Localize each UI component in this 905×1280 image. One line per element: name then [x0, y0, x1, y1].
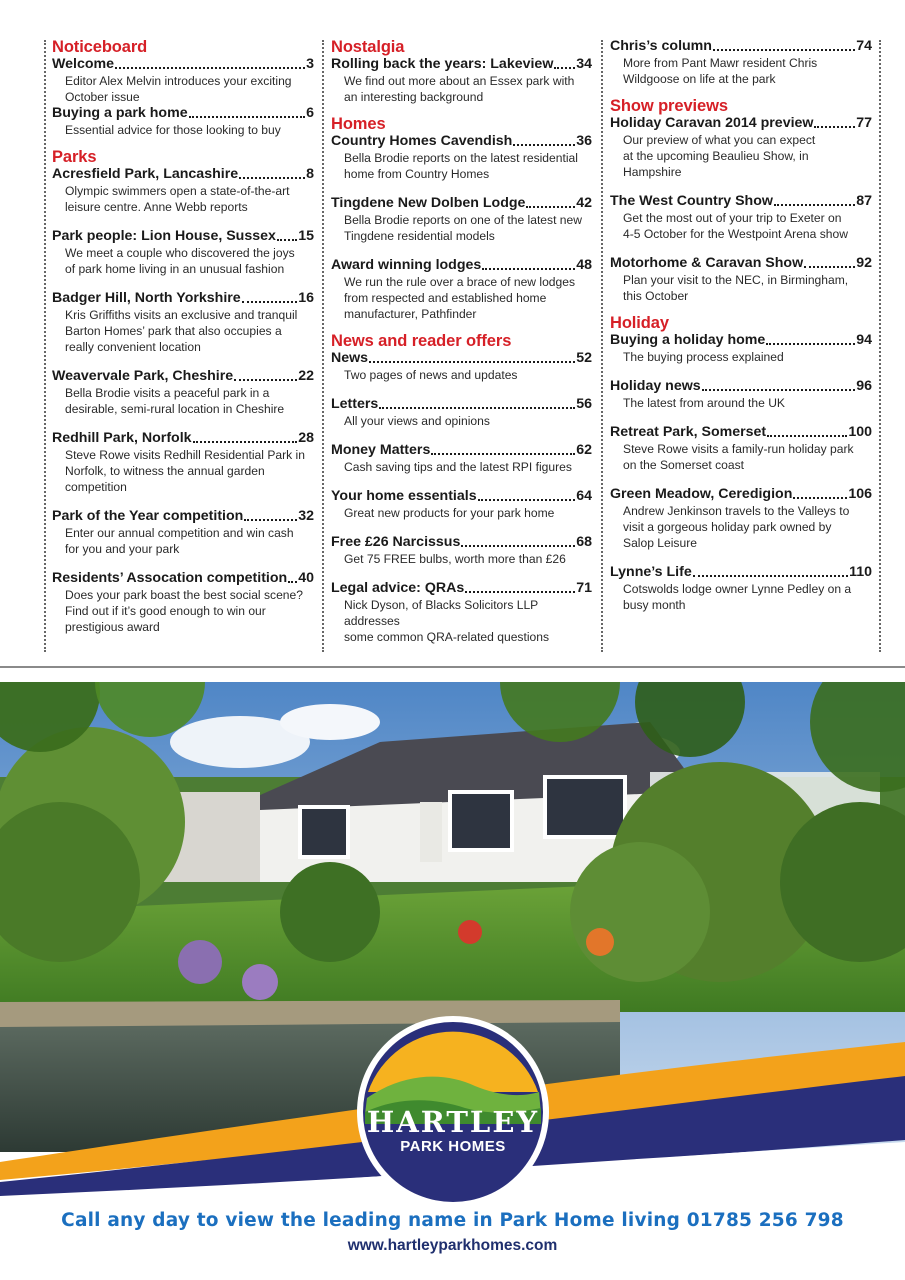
- description-line: Hampshire: [623, 165, 682, 179]
- page-number: 74: [856, 38, 872, 54]
- entry-description: [610, 395, 872, 411]
- description-line: Norfolk, to witness the annual garden: [65, 464, 265, 478]
- contents-entry[interactable]: [610, 38, 872, 87]
- entry-title-text: Park of the Year competition: [52, 508, 244, 524]
- leader-dots: [526, 205, 575, 208]
- entry-title-text: Weavervale Park, Cheshire: [52, 368, 234, 384]
- column-divider: [879, 40, 881, 652]
- page-number: 22: [298, 368, 314, 384]
- entry-title-text: Chris’s column: [610, 38, 712, 54]
- description-line: this October: [623, 289, 689, 303]
- leader-dots: [288, 580, 297, 583]
- entry-title-text: Free £26 Narcissus: [331, 534, 461, 550]
- contents-entry[interactable]: [331, 534, 592, 567]
- contents-entry[interactable]: [52, 166, 314, 215]
- entry-description: [331, 212, 592, 244]
- entry-title[interactable]: [331, 56, 592, 73]
- entry-title-text: Residents’ Assocation competition: [52, 570, 288, 586]
- entry-title[interactable]: [331, 534, 592, 551]
- description-line: Essential advice for those looking to buy: [65, 123, 281, 137]
- description-line: Editor Alex Melvin introduces your exciting: [65, 74, 292, 88]
- description-line: We meet a couple who discovered the joys: [65, 246, 295, 260]
- contents-entry[interactable]: [52, 290, 314, 355]
- page-number: 56: [576, 396, 592, 412]
- page-number: 34: [576, 56, 592, 72]
- entry-title-text: Motorhome & Caravan Show: [610, 255, 804, 271]
- entry-description: [52, 183, 314, 215]
- description-line: Kris Griffiths visits an exclusive and tranquil: [65, 308, 298, 322]
- leader-dots: [767, 434, 847, 437]
- description-line: leisure centre. Anne Webb reports: [65, 200, 248, 214]
- entry-title[interactable]: [610, 378, 872, 395]
- column-divider: [601, 40, 603, 652]
- section-title: Parks: [52, 148, 97, 166]
- entry-description: [610, 441, 872, 473]
- entry-title-text: Acresfield Park, Lancashire: [52, 166, 239, 182]
- entry-title[interactable]: [610, 115, 872, 132]
- page-number: 68: [576, 534, 592, 550]
- contents-entry[interactable]: [331, 488, 592, 521]
- description-line: More from Pant Mawr resident Chris: [623, 56, 818, 70]
- entry-title-text: Green Meadow, Ceredigion: [610, 486, 793, 502]
- page-number: 3: [306, 56, 314, 72]
- description-line: We run the rule over a brace of new lodges: [344, 275, 576, 289]
- contents-entry[interactable]: [52, 570, 314, 635]
- entry-title[interactable]: [331, 195, 592, 212]
- contents-entry[interactable]: [52, 228, 314, 277]
- description-line: Plan your visit to the NEC, in Birmingham,: [623, 273, 849, 287]
- entry-description: [331, 505, 592, 521]
- section-title: Noticeboard: [52, 38, 148, 56]
- entry-title[interactable]: [610, 486, 872, 503]
- entry-title-text: News: [331, 350, 369, 366]
- description-line: Get 75 FREE bulbs, worth more than £26: [344, 552, 566, 566]
- brand-subtitle: PARK HOMES: [400, 1138, 506, 1155]
- page-number: 94: [856, 332, 872, 348]
- entry-description: [331, 597, 592, 645]
- entry-description: [610, 55, 872, 87]
- entry-description: [610, 503, 872, 551]
- entry-title-text: Country Homes Cavendish: [331, 133, 513, 149]
- description-line: an interesting background: [344, 90, 484, 104]
- page-number: 77: [856, 115, 872, 131]
- leader-dots: [234, 378, 297, 381]
- leader-dots: [554, 66, 575, 69]
- description-line: Get the most out of your trip to Exeter on: [623, 211, 842, 225]
- entry-description: [331, 73, 592, 105]
- entry-title[interactable]: [610, 255, 872, 272]
- entry-title[interactable]: [52, 368, 314, 385]
- entry-description: [52, 73, 314, 105]
- entry-title[interactable]: [52, 166, 314, 183]
- entry-description: [52, 307, 314, 355]
- description-line: home from Country Homes: [344, 167, 490, 181]
- entry-title[interactable]: [52, 105, 314, 122]
- description-line: Nick Dyson, of Blacks Solicitors LLP addresses: [344, 598, 539, 628]
- entry-description: [52, 525, 314, 557]
- description-line: All your views and opinions: [344, 414, 490, 428]
- entry-title-text: Rolling back the years: Lakeview: [331, 56, 554, 72]
- page-number: 62: [576, 442, 592, 458]
- description-line: visit a gorgeous holiday park owned by: [623, 520, 832, 534]
- page-number: 110: [849, 564, 872, 580]
- entry-title[interactable]: [52, 430, 314, 447]
- entry-description: [331, 150, 592, 182]
- entry-description: [610, 210, 872, 242]
- entry-title[interactable]: [52, 290, 314, 307]
- leader-dots: [814, 125, 855, 128]
- description-line: busy month: [623, 598, 686, 612]
- entry-description: [610, 272, 872, 304]
- entry-title-text: Legal advice: QRAs: [331, 580, 465, 596]
- leader-dots: [277, 238, 297, 241]
- entry-title-text: Lynne’s Life: [610, 564, 692, 580]
- page-number: 96: [856, 378, 872, 394]
- description-line: Andrew Jenkinson travels to the Valleys to: [623, 504, 850, 518]
- contents-entry[interactable]: [52, 368, 314, 417]
- page-number: 52: [576, 350, 592, 366]
- entry-title-text: Buying a park home: [52, 105, 188, 121]
- leader-dots: [465, 590, 575, 593]
- page-number: 6: [306, 105, 314, 121]
- leader-dots: [242, 300, 298, 303]
- page-number: 87: [856, 193, 872, 209]
- page-number: 100: [848, 424, 872, 440]
- leader-dots: [804, 265, 855, 268]
- description-line: We find out more about an Essex park with: [344, 74, 575, 88]
- entry-description: [52, 385, 314, 417]
- description-line: Find out if it’s good enough to win our: [65, 604, 266, 618]
- description-line: Steve Rowe visits Redhill Residential Park in: [65, 448, 305, 462]
- entry-title[interactable]: [331, 350, 592, 367]
- contents-entry[interactable]: [52, 430, 314, 495]
- entry-title[interactable]: [610, 564, 872, 581]
- contents-entry[interactable]: [610, 115, 872, 180]
- entry-title-text: Award winning lodges: [331, 257, 482, 273]
- entry-title-text: Welcome: [52, 56, 115, 72]
- entry-title-text: Retreat Park, Somerset: [610, 424, 767, 440]
- entry-title[interactable]: [331, 133, 592, 150]
- description-line: Steve Rowe visits a family-run holiday park: [623, 442, 854, 456]
- description-line: Cash saving tips and the latest RPI figures: [344, 460, 572, 474]
- leader-dots: [766, 342, 855, 345]
- entry-title-text: Money Matters: [331, 442, 431, 458]
- description-line: prestigious award: [65, 620, 160, 634]
- description-line: Wildgoose on life at the park: [623, 72, 776, 86]
- page-number: 64: [576, 488, 592, 504]
- entry-title-text: Tingdene New Dolben Lodge: [331, 195, 526, 211]
- contents-entry[interactable]: [331, 257, 592, 322]
- horizontal-divider: [0, 666, 905, 668]
- contents-entry[interactable]: [331, 580, 592, 645]
- page-number: 15: [298, 228, 314, 244]
- leader-dots: [478, 498, 576, 501]
- page-number: 40: [298, 570, 314, 586]
- contents-column-1: [52, 38, 314, 635]
- description-line: Bella Brodie visits a peaceful park in a: [65, 386, 270, 400]
- entry-description: [52, 245, 314, 277]
- leader-dots: [193, 440, 298, 443]
- description-line: from respected and established home: [344, 291, 547, 305]
- section-title: Show previews: [610, 97, 728, 115]
- page-number: 32: [298, 508, 314, 524]
- entry-description: [331, 459, 592, 475]
- column-divider: [44, 40, 46, 652]
- entry-title[interactable]: [610, 332, 872, 349]
- leader-dots: [513, 143, 575, 146]
- contents-entry[interactable]: [331, 56, 592, 105]
- description-line: competition: [65, 480, 127, 494]
- entry-title[interactable]: [331, 257, 592, 274]
- page-number: 71: [576, 580, 592, 596]
- leader-dots: [189, 115, 306, 118]
- description-line: 4-5 October for the Westpoint Arena show: [623, 227, 848, 241]
- description-line: desirable, semi-rural location in Cheshire: [65, 402, 285, 416]
- page-number: 8: [306, 166, 314, 182]
- entry-title[interactable]: [52, 56, 314, 73]
- section-title: Holiday: [610, 314, 669, 332]
- contents-entry[interactable]: [52, 508, 314, 557]
- entry-title-text: Holiday Caravan 2014 preview: [610, 115, 814, 131]
- entry-description: [331, 367, 592, 383]
- contents-entry[interactable]: [52, 105, 314, 138]
- entry-title-text: Park people: Lion House, Sussex: [52, 228, 276, 244]
- description-line: Bella Brodie reports on the latest residential: [344, 151, 578, 165]
- leader-dots: [239, 176, 305, 179]
- website-link[interactable]: www.hartleyparkhomes.com: [347, 1237, 558, 1254]
- entry-title[interactable]: [331, 580, 592, 597]
- description-line: The buying process explained: [623, 350, 784, 364]
- contents-entry[interactable]: [610, 378, 872, 411]
- column-divider: [322, 40, 324, 652]
- section-title: Nostalgia: [331, 38, 405, 56]
- page-number: 16: [298, 290, 314, 306]
- description-line: Olympic swimmers open a state-of-the-art: [65, 184, 290, 198]
- description-line: Barton Homes’ park that also occupies a: [65, 324, 282, 338]
- description-line: on the Somerset coast: [623, 458, 745, 472]
- description-line: of park home living in an unusual fashion: [65, 262, 285, 276]
- contents-entry[interactable]: [610, 424, 872, 473]
- description-line: Enter our annual competition and win cash: [65, 526, 294, 540]
- leader-dots: [115, 66, 305, 69]
- description-line: October issue: [65, 90, 140, 104]
- description-line: at the upcoming Beaulieu Show, in: [623, 149, 809, 163]
- entry-title[interactable]: [331, 442, 592, 459]
- leader-dots: [702, 388, 856, 391]
- brand-name: HARTLEY: [366, 1105, 540, 1139]
- description-line: The latest from around the UK: [623, 396, 786, 410]
- page-number: 36: [576, 133, 592, 149]
- leader-dots: [482, 267, 575, 270]
- description-line: Bella Brodie reports on one of the latest new: [344, 213, 582, 227]
- entry-description: [331, 274, 592, 322]
- contents-column-2: [331, 38, 592, 645]
- entry-title-text: Badger Hill, North Yorkshire: [52, 290, 241, 306]
- description-line: Great new products for your park home: [344, 506, 555, 520]
- leader-dots: [431, 452, 575, 455]
- entry-title-text: Buying a holiday home: [610, 332, 766, 348]
- leader-dots: [369, 360, 575, 363]
- entry-title[interactable]: [52, 570, 314, 587]
- entry-title-text: Holiday news: [610, 378, 701, 394]
- entry-title[interactable]: [610, 38, 872, 55]
- contents-entry[interactable]: [331, 396, 592, 429]
- contents-entry[interactable]: [610, 486, 872, 551]
- description-line: for you and your park: [65, 542, 180, 556]
- contents-entry[interactable]: [331, 195, 592, 244]
- entry-title[interactable]: [610, 193, 872, 210]
- page-number: 92: [856, 255, 872, 271]
- entry-description: [331, 413, 592, 429]
- page-number: 48: [576, 257, 592, 273]
- description-line: really convenient location: [65, 340, 201, 354]
- hartley-advert: [0, 682, 905, 1280]
- entry-description: [52, 587, 314, 635]
- leader-dots: [244, 518, 297, 521]
- description-line: some common QRA-related questions: [344, 630, 550, 644]
- section-title: Homes: [331, 115, 386, 133]
- entry-description: [610, 349, 872, 365]
- entry-description: [610, 132, 872, 180]
- entry-title[interactable]: [610, 424, 872, 441]
- entry-title[interactable]: [52, 508, 314, 525]
- contents-column-3: [610, 38, 872, 613]
- entry-title[interactable]: [331, 488, 592, 505]
- entry-description: [52, 122, 314, 138]
- contents-entry[interactable]: [52, 56, 314, 105]
- leader-dots: [793, 496, 847, 499]
- description-line: Tingdene residential models: [344, 229, 495, 243]
- description-line: Salop Leisure: [623, 536, 697, 550]
- entry-description: [331, 551, 592, 567]
- page-number: 42: [576, 195, 592, 211]
- description-line: Two pages of news and updates: [344, 368, 518, 382]
- description-line: Our preview of what you can expect: [623, 133, 816, 147]
- contents-entry[interactable]: [610, 332, 872, 365]
- entry-title-text: The West Country Show: [610, 193, 773, 209]
- brand-text: [355, 1106, 551, 1156]
- entry-title-text: Your home essentials: [331, 488, 477, 504]
- entry-title[interactable]: [331, 396, 592, 413]
- description-line: Cotswolds lodge owner Lynne Pedley on a: [623, 582, 852, 596]
- leader-dots: [774, 203, 855, 206]
- leader-dots: [461, 544, 575, 547]
- description-line: Does your park boast the best social scene?: [65, 588, 303, 602]
- contents-entry[interactable]: [610, 564, 872, 613]
- leader-dots: [693, 574, 848, 577]
- contents-entry[interactable]: [331, 133, 592, 182]
- page-number: 28: [298, 430, 314, 446]
- contents-entry[interactable]: [331, 350, 592, 383]
- entry-description: [610, 581, 872, 613]
- description-line: manufacturer, Pathfinder: [344, 307, 477, 321]
- call-line: Call any day to view the leading name in Park Home living 01785 256 798: [61, 1210, 844, 1231]
- leader-dots: [713, 48, 855, 51]
- contents-entry[interactable]: [610, 255, 872, 304]
- entry-title-text: Letters: [331, 396, 379, 412]
- section-title: News and reader offers: [331, 332, 512, 350]
- contents-entry[interactable]: [331, 442, 592, 475]
- leader-dots: [379, 406, 575, 409]
- entry-description: [52, 447, 314, 495]
- entry-title[interactable]: [52, 228, 314, 245]
- entry-title-text: Redhill Park, Norfolk: [52, 430, 192, 446]
- page-number: 106: [848, 486, 872, 502]
- contents-entry[interactable]: [610, 193, 872, 242]
